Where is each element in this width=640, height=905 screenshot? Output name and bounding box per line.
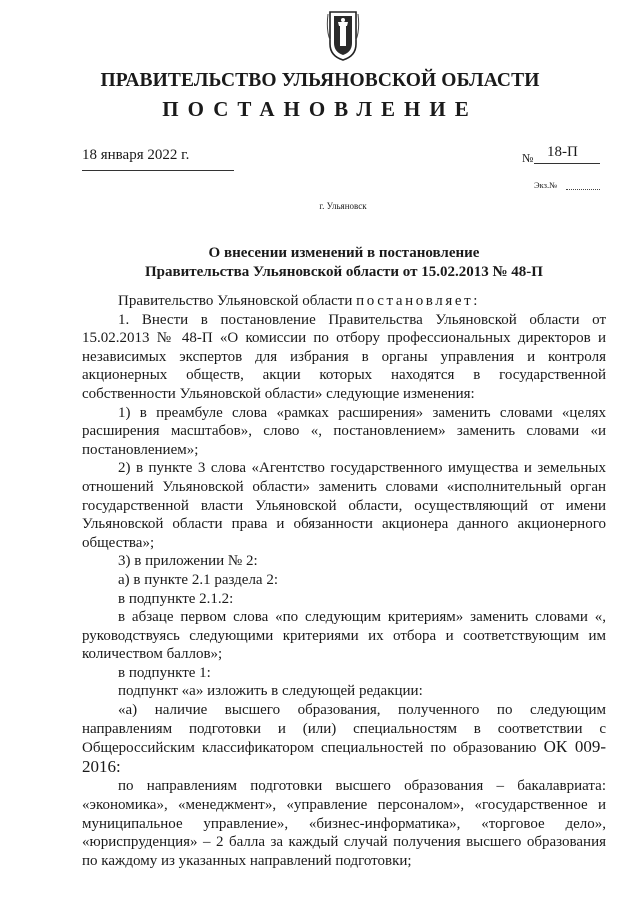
date-underline bbox=[82, 170, 234, 171]
paragraph-1: 1. Внести в постановление Правительства Ульяновской области от 15.02.2013 № 48-П «О комиссии по отбору профессиональных директоров и независимых экспертов для избрания в органы управления и контроля акционерных обществ, акции которых находятся в государственной собственности Ульяновской области» следующие изменения: bbox=[82, 311, 606, 402]
document-body bbox=[82, 292, 606, 870]
preamble-text: Правительство Ульяновской области bbox=[118, 293, 357, 309]
copy-number-label: Экз.№ bbox=[534, 180, 558, 190]
paragraph-10 bbox=[82, 701, 606, 777]
copy-number-line bbox=[566, 189, 600, 190]
paragraph-9: подпункт «а» изложить в следующей редакции: bbox=[118, 683, 423, 700]
preamble bbox=[82, 292, 606, 311]
paragraph-10-text: «а) наличие высшего образования, полученного по следующим направлениям подготовки и (или) специальностям в соответствии с Общероссийским классификатором специальностей по образованию bbox=[82, 702, 606, 757]
subject-line-1: О внесении изменений в постановление bbox=[208, 245, 480, 261]
paragraph-5: а) в пункте 2.1 раздела 2: bbox=[118, 571, 279, 588]
paragraph-11: по направлениям подготовки высшего образования – бакалавриата: «экономика», «менеджмент», «управление персоналом», «государственное и муниципальное управление», «бизнес-информатика», «торговое дело», «юриспруденция» – 2 балла за каждый случай получения высшего образования по каждому из указанных направлений подготовки; bbox=[82, 778, 606, 869]
document-subject bbox=[0, 244, 640, 282]
paragraph-7: в абзаце первом слова «по следующим критериям» заменить словами «, руководствуясь следующими критериями их отбора и соответствующим им количеством баллов»; bbox=[82, 609, 606, 663]
paragraph-8: в подпункте 1: bbox=[118, 664, 211, 681]
subject-line-2: Правительства Ульяновской области от 15.02.2013 № 48-П bbox=[145, 264, 543, 280]
preamble-decree-word: постановляет: bbox=[356, 293, 481, 309]
paragraph-3: 2) в пункте 3 слова «Агентство государственного имущества и земельных отношений Ульяновской области» заменить словами «исполнительный орган государственной власти Ульяновской области, осуществляющий от имени Ульяновской области права и обязанности акционера данного акционерного общества»; bbox=[82, 460, 606, 551]
document-date: 18 января 2022 г. bbox=[82, 147, 190, 163]
document-number: 18-П bbox=[547, 144, 578, 160]
number-underline bbox=[534, 163, 600, 164]
number-label: № bbox=[522, 151, 534, 165]
paragraph-2: 1) в преамбуле слова «рамках расширения» заменить словами «целях расширения масштабов», слово «, постановлением» заменить словами «и постановлением»; bbox=[82, 404, 606, 458]
document-type: ПОСТАНОВЛЕНИЕ bbox=[162, 97, 478, 121]
city: г. Ульяновск bbox=[319, 201, 367, 211]
government-title: ПРАВИТЕЛЬСТВО УЛЬЯНОВСКОЙ ОБЛАСТИ bbox=[100, 70, 540, 91]
classifier-code: ОК 009-2016: bbox=[82, 737, 606, 776]
coat-of-arms-icon bbox=[326, 10, 360, 62]
paragraph-6: в подпункте 2.1.2: bbox=[118, 590, 234, 607]
paragraph-4: 3) в приложении № 2: bbox=[118, 553, 258, 570]
